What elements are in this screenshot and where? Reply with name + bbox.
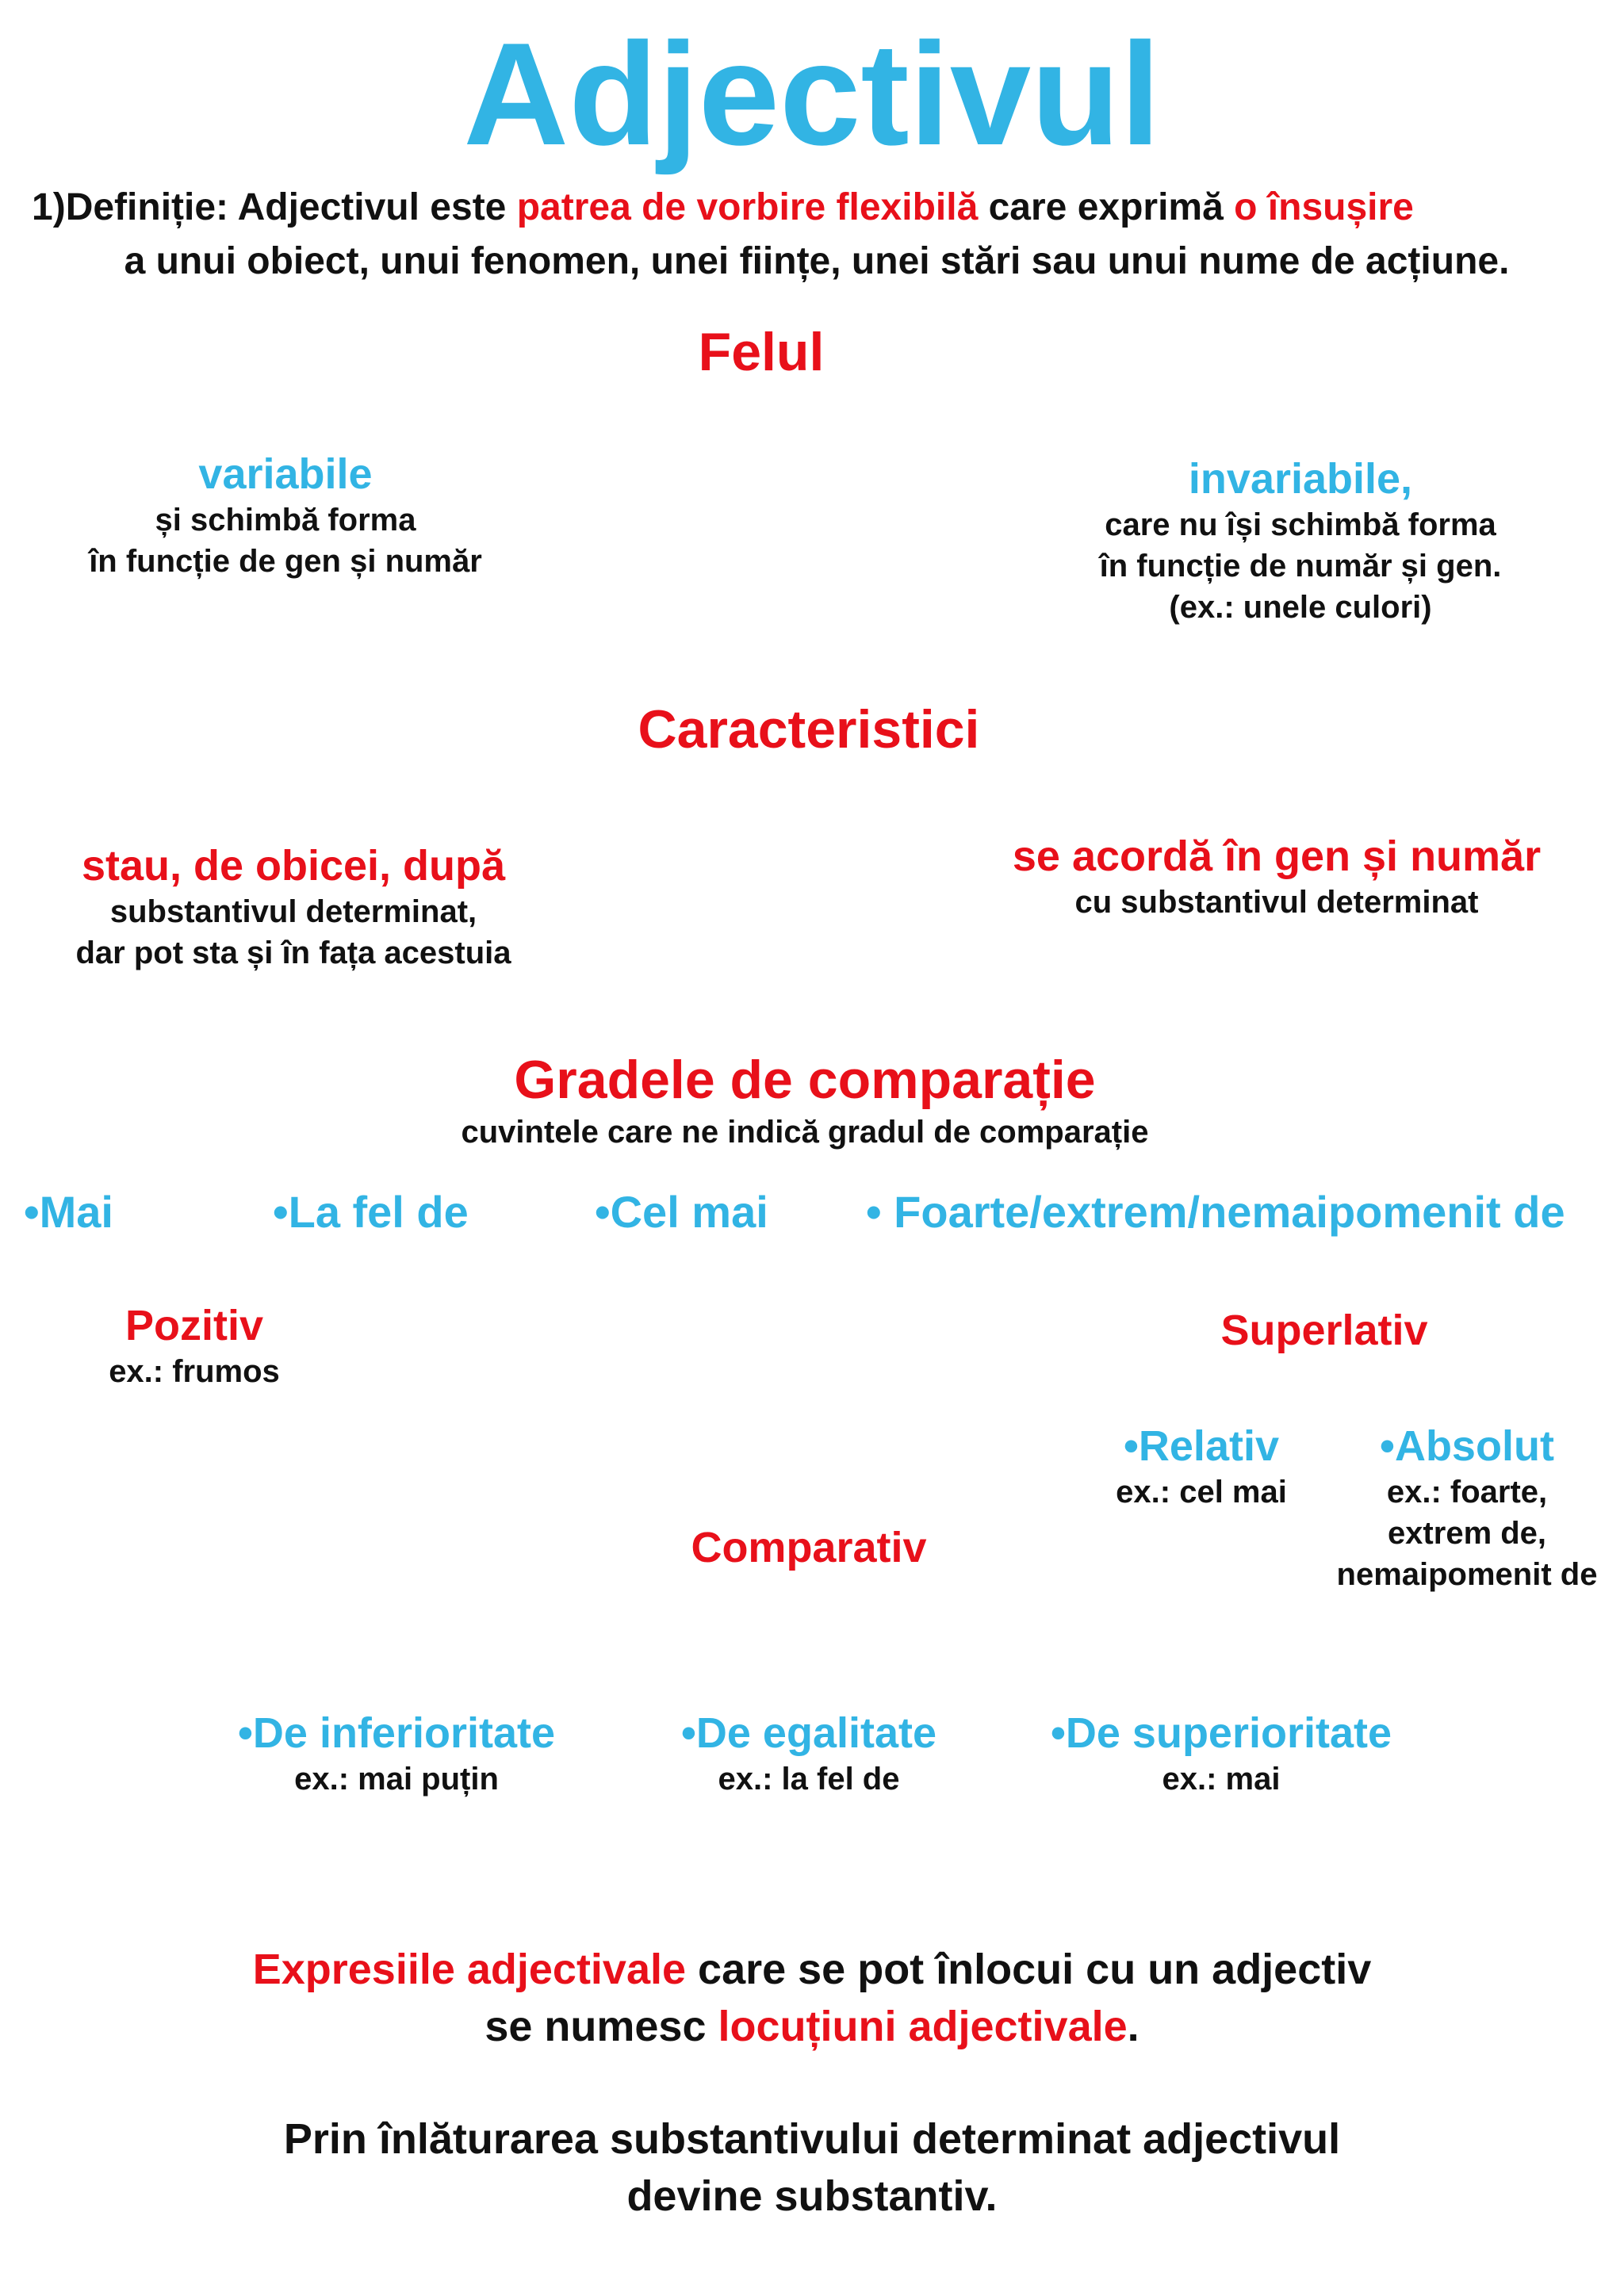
variabile-title: variabile xyxy=(198,450,373,498)
grade-word-mai: •Mai xyxy=(24,1187,113,1237)
comparativ-title: Comparativ xyxy=(691,1524,927,1571)
definition-number: 1) xyxy=(32,186,66,228)
felul-heading: Felul xyxy=(698,322,825,382)
note-highlight-locutiuni: locuțiuni adjectivale xyxy=(718,2003,1128,2050)
variabile-line: și schimbă forma xyxy=(155,503,416,538)
page-title: Adjectivul xyxy=(463,12,1161,175)
inferioritate-example: ex.: mai puțin xyxy=(294,1762,499,1797)
absolut-line: extrem de, xyxy=(1387,1516,1547,1551)
definition-highlight-2: o însușire xyxy=(1234,186,1414,228)
absolut-line: ex.: foarte, xyxy=(1386,1475,1548,1510)
comparativ-inferioritate xyxy=(206,1708,587,1800)
caracteristica-pozitie-line: dar pot sta și în fața acestuia xyxy=(75,936,511,970)
pozitiv-example: ex.: frumos xyxy=(109,1354,280,1389)
superioritate-example: ex.: mai xyxy=(1162,1762,1281,1797)
absolut-line: nemaipomenit de xyxy=(1336,1557,1598,1592)
caracteristica-acord xyxy=(952,831,1602,923)
caracteristica-pozitie-title: stau, de obicei, după xyxy=(81,842,506,890)
note-substantivizare xyxy=(0,2110,1624,2225)
invariabile-block xyxy=(1047,453,1554,628)
invariabile-line: care nu își schimbă forma xyxy=(1105,507,1496,542)
comparativ-egalitate xyxy=(650,1708,967,1800)
note-text: . xyxy=(1127,2003,1139,2050)
absolut-title: •Absolut xyxy=(1380,1422,1554,1470)
pozitiv-block xyxy=(63,1300,325,1392)
invariabile-line: (ex.: unele culori) xyxy=(1169,590,1432,625)
egalitate-example: ex.: la fel de xyxy=(718,1762,900,1797)
definition-line-1 xyxy=(32,181,1602,235)
note-substantivizare-line-2: devine substantiv. xyxy=(626,2172,998,2220)
note-highlight-expresii: Expresiile adjectivale xyxy=(252,1946,687,1993)
comparativ-superioritate xyxy=(1007,1708,1435,1800)
caracteristica-acord-title: se acordă în gen și număr xyxy=(1012,832,1542,880)
definition-mid: care exprimă xyxy=(978,186,1235,228)
relativ-example: ex.: cel mai xyxy=(1116,1475,1287,1510)
gradele-subheading: cuvintele care ne indică gradul de comparație xyxy=(461,1115,1149,1150)
definition-label: Definiție: Adjectivul este xyxy=(65,186,517,228)
caracteristica-acord-line: cu substantivul determinat xyxy=(1074,885,1479,920)
caracteristica-pozitie-line: substantivul determinat, xyxy=(109,894,477,929)
superlativ-title: Superlativ xyxy=(1220,1307,1428,1354)
note-locutiuni-line-1 xyxy=(0,1941,1624,1998)
note-substantivizare-line-1: Prin înlăturarea substantivului determinat adjectivul xyxy=(283,2115,1341,2163)
superlativ-absolut xyxy=(1316,1421,1618,1595)
inferioritate-title: •De inferioritate xyxy=(238,1709,555,1757)
grade-word-la-fel-de: •La fel de xyxy=(273,1187,469,1237)
definition-line-2: a unui obiect, unui fenomen, unei ființe, unei stări sau unui nume de acțiune. xyxy=(124,240,1510,282)
variabile-block xyxy=(48,449,523,582)
caracteristici-heading: Caracteristici xyxy=(638,699,980,760)
superioritate-title: •De superioritate xyxy=(1050,1709,1392,1757)
variabile-line: în funcție de gen și număr xyxy=(89,544,482,579)
egalitate-title: •De egalitate xyxy=(680,1709,937,1757)
pozitiv-title: Pozitiv xyxy=(124,1302,264,1349)
note-text: se numesc xyxy=(485,2003,718,2050)
note-locutiuni-line-2 xyxy=(0,1998,1624,2055)
definition xyxy=(32,181,1602,289)
note-text: care se pot înlocui cu un adjectiv xyxy=(686,1946,1372,1993)
relativ-title: •Relativ xyxy=(1124,1422,1279,1470)
gradele-block xyxy=(317,1048,1293,1153)
gradele-heading: Gradele de comparație xyxy=(514,1050,1096,1110)
superlativ-relativ xyxy=(1094,1421,1308,1513)
grade-word-foarte: • Foarte/extrem/nemaipomenit de xyxy=(866,1187,1565,1237)
grade-word-cel-mai: •Cel mai xyxy=(595,1187,768,1237)
invariabile-title: invariabile, xyxy=(1188,455,1413,503)
invariabile-line: în funcție de număr și gen. xyxy=(1099,549,1502,584)
note-locutiuni xyxy=(0,1941,1624,2055)
definition-highlight-1: patrea de vorbire flexibilă xyxy=(516,186,979,228)
caracteristica-pozitie xyxy=(24,840,563,974)
